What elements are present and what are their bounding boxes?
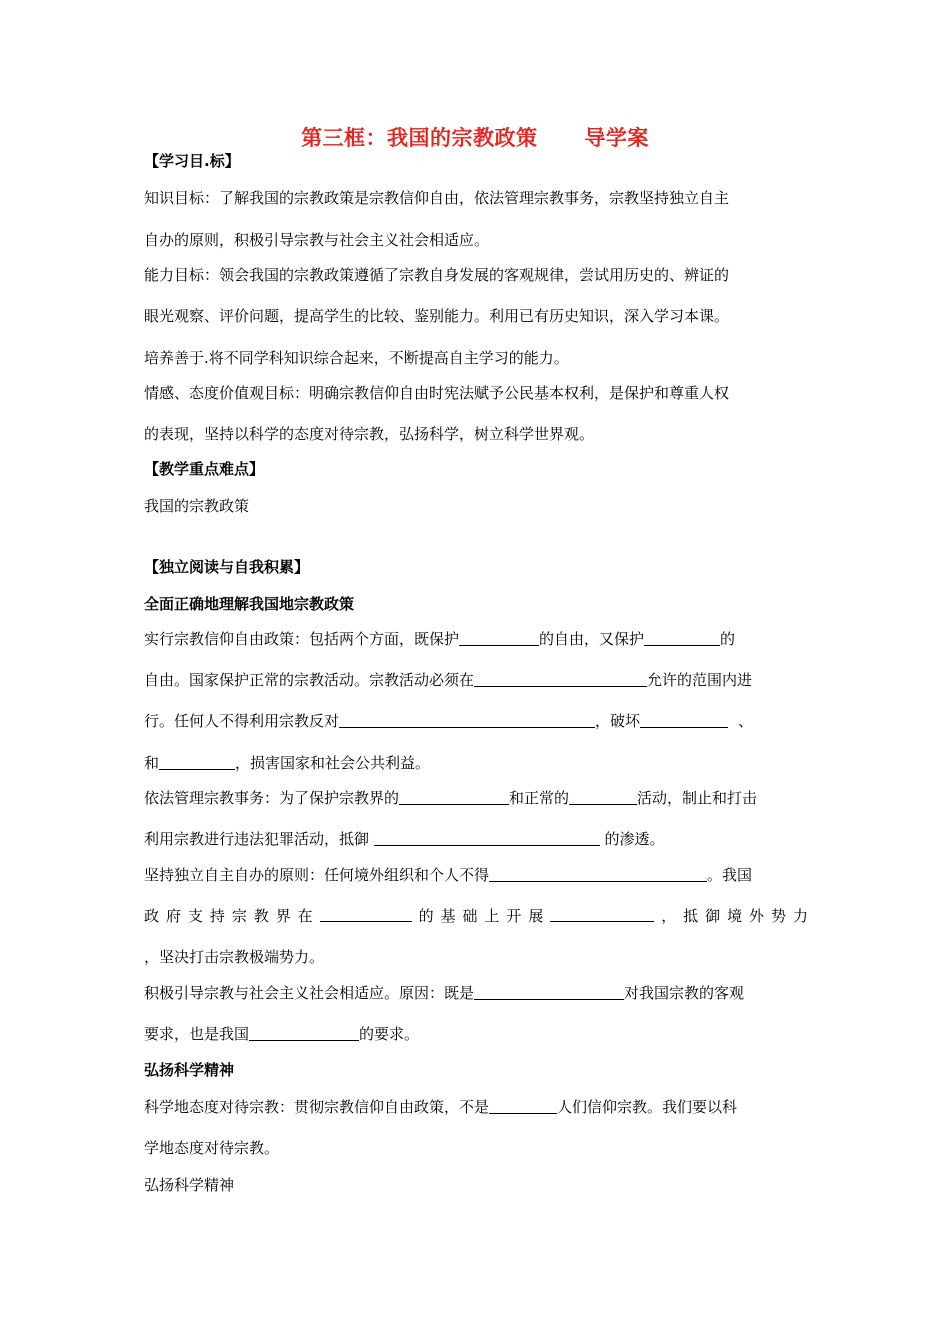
freedom-text: 行。任何人不得利用宗教反对 xyxy=(144,712,340,730)
independence-char: ， xyxy=(661,907,677,925)
freedom-paragraph-line-2 xyxy=(144,669,808,691)
fill-blank[interactable] xyxy=(459,629,539,646)
independence-char: 境 xyxy=(727,907,743,925)
management-text: 和正常的 xyxy=(509,789,570,807)
fill-blank[interactable] xyxy=(374,829,600,846)
knowledge-goal-line-1: 知识目标：了解我国的宗教政策是宗教信仰自由，依法管理宗教事务，宗教坚持独立自主 xyxy=(144,189,730,207)
ability-goal-line-3: 培养善于.将不同学科知识综合起来，不断提高自主学习的能力。 xyxy=(144,349,569,367)
independence-char: 外 xyxy=(749,907,765,925)
fill-blank[interactable] xyxy=(489,865,707,882)
independence-paragraph-line-1 xyxy=(144,864,808,886)
independence-char: 府 xyxy=(165,907,181,925)
fill-blank[interactable] xyxy=(550,905,654,922)
independence-char: 抵 xyxy=(683,907,699,925)
freedom-text: 和 xyxy=(144,754,160,772)
ability-goal-line-1: 能力目标：领会我国的宗教政策遵循了宗教自身发展的客观规律，尝试用历史的、辨证的 xyxy=(144,266,730,284)
freedom-paragraph-line-3 xyxy=(144,710,808,732)
management-text: 的渗透。 xyxy=(599,830,665,848)
fill-blank[interactable] xyxy=(399,788,509,805)
adapt-text: 对我国宗教的客观 xyxy=(624,984,745,1002)
fill-blank[interactable] xyxy=(640,711,728,728)
fill-blank[interactable] xyxy=(489,1097,557,1114)
freedom-text: 自由。国家保护正常的宗教活动。宗教活动必须在 xyxy=(144,671,475,689)
independence-char: 政 xyxy=(144,907,160,925)
independence-char: 开 xyxy=(506,907,522,925)
adapt-paragraph-line-2 xyxy=(144,1023,808,1045)
independence-char: 在 xyxy=(297,907,313,925)
independence-text: 坚持独立自主自办的原则：任何境外组织和个人不得 xyxy=(144,866,490,884)
fill-blank[interactable] xyxy=(249,1024,359,1041)
management-text: 依法管理宗教事务：为了保护宗教界的 xyxy=(144,789,400,807)
science-text: 科学地态度对待宗教：贯彻宗教信仰自由政策，不是 xyxy=(144,1098,490,1116)
independence-char: 展 xyxy=(528,907,544,925)
science-paragraph-line-3: 弘扬科学精神 xyxy=(144,1176,235,1194)
independence-char: 教 xyxy=(253,907,269,925)
objectives-heading: 【学习目.标】 xyxy=(144,152,240,170)
fill-blank[interactable] xyxy=(339,711,595,728)
ability-goal-line-2: 眼光观察、评价问题，提高学生的比较、鉴别能力。利用已有历史知识，深入学习本课。 xyxy=(144,307,730,325)
independence-char: 宗 xyxy=(231,907,247,925)
management-paragraph-line-2 xyxy=(144,828,808,850)
page-title: 第三框：我国的宗教政策 导学案 xyxy=(301,126,649,150)
freedom-text: 的自由，又保护 xyxy=(539,630,645,648)
adapt-paragraph-line-1 xyxy=(144,982,808,1004)
independence-char: 持 xyxy=(209,907,225,925)
freedom-paragraph-line-4 xyxy=(144,752,808,774)
fill-blank[interactable] xyxy=(644,629,720,646)
fill-blank[interactable] xyxy=(159,753,235,770)
independence-char: 支 xyxy=(187,907,203,925)
fill-blank[interactable] xyxy=(474,670,647,687)
freedom-text: 、 xyxy=(738,712,754,730)
management-text: 活动，制止和打击 xyxy=(637,789,758,807)
key-points-text: 我国的宗教政策 xyxy=(144,497,250,515)
independence-char: 界 xyxy=(275,907,291,925)
freedom-paragraph-line-1 xyxy=(144,628,808,650)
independence-char: 上 xyxy=(484,907,500,925)
reading-heading: 【独立阅读与自我积累】 xyxy=(144,558,310,576)
independence-char: 础 xyxy=(462,907,478,925)
management-paragraph-line-1 xyxy=(144,787,808,809)
adapt-text: 要求，也是我国 xyxy=(144,1025,250,1043)
fill-blank[interactable] xyxy=(474,983,624,1000)
independence-char: 势 xyxy=(770,907,786,925)
adapt-text: 积极引导宗教与社会主义社会相适应。原因：既是 xyxy=(144,984,475,1002)
freedom-text: 实行宗教信仰自由政策：包括两个方面，既保护 xyxy=(144,630,460,648)
independence-paragraph-line-2 xyxy=(144,905,808,927)
management-text: 利用宗教进行违法犯罪活动，抵御 xyxy=(144,830,374,848)
emotion-goal-line-1: 情感、态度价值观目标：明确宗教信仰自由时宪法赋予公民基本权利，是保护和尊重人权 xyxy=(144,384,730,402)
science-paragraph-line-2: 学地态度对待宗教。 xyxy=(144,1139,280,1157)
science-text: 人们信仰宗教。我们要以科 xyxy=(557,1098,738,1116)
fill-blank[interactable] xyxy=(569,788,637,805)
emotion-goal-line-2: 的表现，坚持以科学的态度对待宗教，弘扬科学，树立科学世界观。 xyxy=(144,425,595,443)
reading-subheading: 全面正确地理解我国地宗教政策 xyxy=(144,595,355,613)
freedom-text: ，破坏 xyxy=(595,712,641,730)
science-heading: 弘扬科学精神 xyxy=(144,1061,235,1079)
freedom-text: 允许的范围内进 xyxy=(647,671,753,689)
science-paragraph-line-1 xyxy=(144,1096,808,1118)
key-points-heading: 【教学重点难点】 xyxy=(144,460,265,478)
independence-char: 的 xyxy=(418,907,434,925)
fill-blank[interactable] xyxy=(320,905,412,922)
freedom-text: ，损害国家和社会公共利益。 xyxy=(235,754,431,772)
independence-char: 基 xyxy=(440,907,456,925)
independence-char: 御 xyxy=(705,907,721,925)
knowledge-goal-line-2: 自办的原则，积极引导宗教与社会主义社会相适应。 xyxy=(144,231,490,249)
independence-paragraph-line-3: ，坚决打击宗教极端势力。 xyxy=(144,948,325,966)
freedom-text: 的 xyxy=(720,630,736,648)
adapt-text: 的要求。 xyxy=(359,1025,420,1043)
independence-char: 力 xyxy=(792,907,808,925)
independence-text: 。我国 xyxy=(707,866,753,884)
